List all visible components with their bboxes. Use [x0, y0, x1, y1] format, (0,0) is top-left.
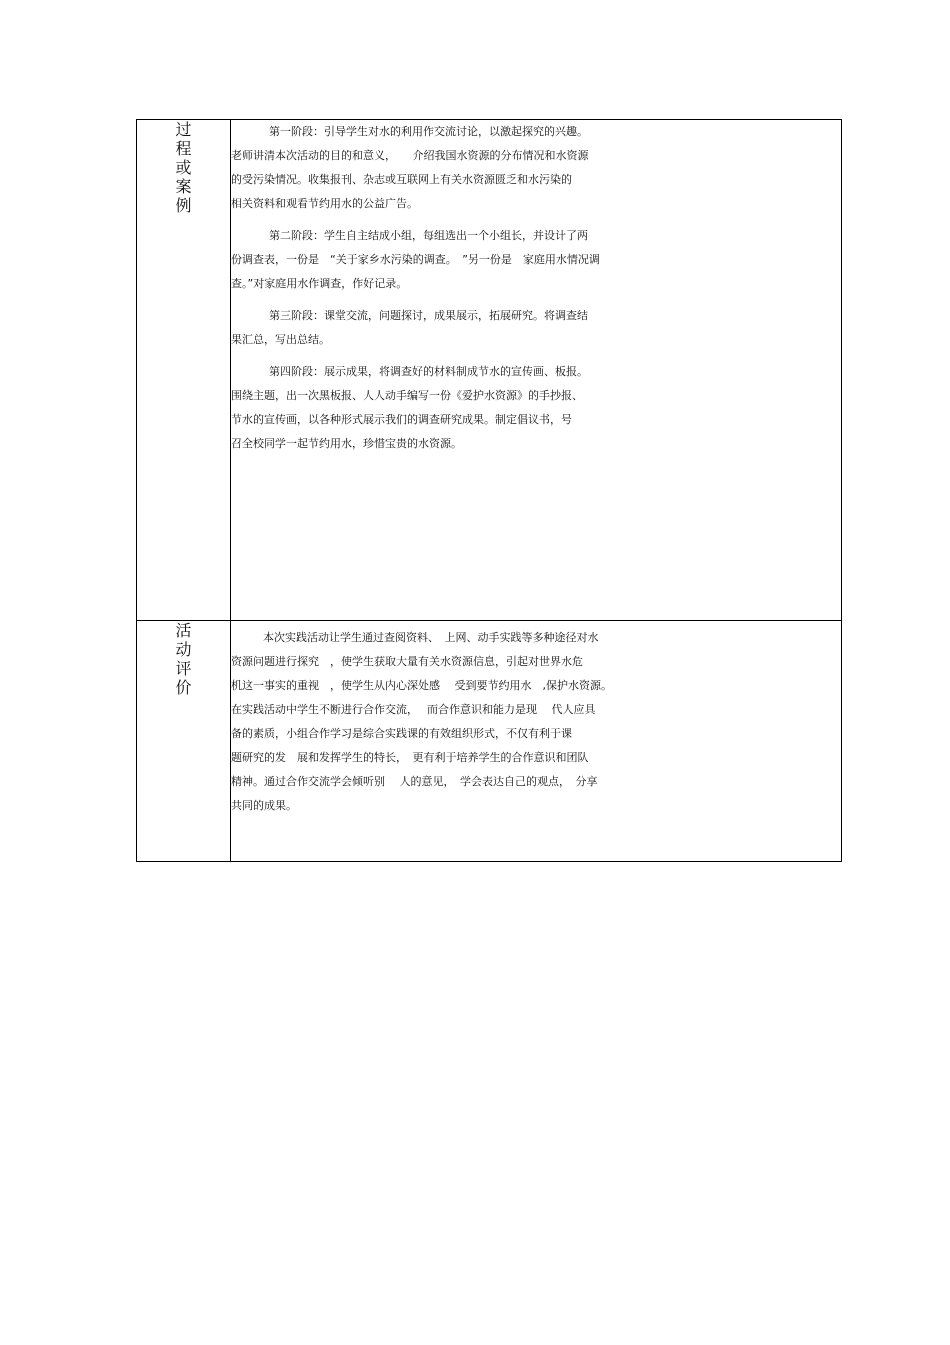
text-line: 题研究的发 展和发挥学生的特长， 更有利于培养学生的合作意识和团队 — [231, 751, 589, 764]
evaluation-row — [137, 621, 842, 862]
text-line: 的受污染情况。收集报刊、杂志或互联网上有关水资源匮乏和水污染的 — [231, 173, 572, 186]
activity-table — [136, 119, 842, 862]
text-line: 第一阶段：引导学生对水的利用作交流讨论，以激起探究的兴趣。 — [269, 125, 588, 138]
text-line: 精神。通过合作交流学会倾听别 人的意见， 学会表达自己的观点， 分享 — [231, 775, 598, 788]
text-line: 机这一事实的重视 ，使学生从内心深处感 受到要节约用水 ,保护水资源。 — [231, 679, 612, 692]
text-line: 备的素质，小组合作学习是综合实践课的有效组织形式，不仅有利于课 — [231, 727, 572, 740]
evaluation-label: 活动评价 — [175, 621, 192, 697]
text-line: 果汇总，写出总结。 — [231, 333, 330, 346]
text-line: 第二阶段：学生自主结成小组，每组选出一个小组长，并设计了两 — [269, 229, 588, 242]
text-line: 共同的成果。 — [231, 799, 297, 812]
process-label: 过程或案例 — [175, 120, 192, 215]
text-line: 围绕主题，出一次黑板报、人人动手编写一份《爱护水资源》的手抄报、 — [231, 389, 583, 402]
stage-2-paragraph — [231, 224, 841, 296]
evaluation-content-cell — [231, 621, 842, 862]
stage-1-paragraph — [231, 120, 841, 216]
text-line: 份调查表，一份是 “关于家乡水污染的调查。 ”另一份是 家庭用水情况调 — [231, 253, 600, 266]
stage-3-paragraph — [231, 304, 841, 352]
text-line: 节水的宣传画，以各种形式展示我们的调查研究成果。制定倡议书，号 — [231, 413, 572, 426]
text-line: 资源问题进行探究 ，使学生获取大量有关水资源信息，引起对世界水危 — [231, 655, 583, 668]
process-label-cell — [137, 120, 231, 621]
text-line: 相关资料和观看节约用水的公益广告。 — [231, 197, 418, 210]
evaluation-label-cell — [137, 621, 231, 862]
text-line: 第四阶段：展示成果，将调查好的材料制成节水的宣传画、板报。 — [269, 365, 588, 378]
text-line: 召全校同学一起节约用水，珍惜宝贵的水资源。 — [231, 437, 462, 450]
text-line: 查。”对家庭用水作调查，作好记录。 — [231, 277, 408, 290]
stage-4-paragraph — [231, 360, 841, 456]
text-line: 本次实践活动让学生通过查阅资料、 上网、动手实践等多种途径对水 — [263, 631, 599, 644]
text-line: 在实践活动中学生不断进行合作交流， 而合作意识和能力是现 代人应具 — [231, 703, 596, 716]
process-content-cell — [231, 120, 842, 621]
text-line: 老师讲清本次活动的目的和意义， 介绍我国水资源的分布情况和水资源 — [231, 149, 589, 162]
process-row — [137, 120, 842, 621]
text-line: 第三阶段：课堂交流，问题探讨，成果展示，拓展研究。将调查结 — [269, 309, 588, 322]
